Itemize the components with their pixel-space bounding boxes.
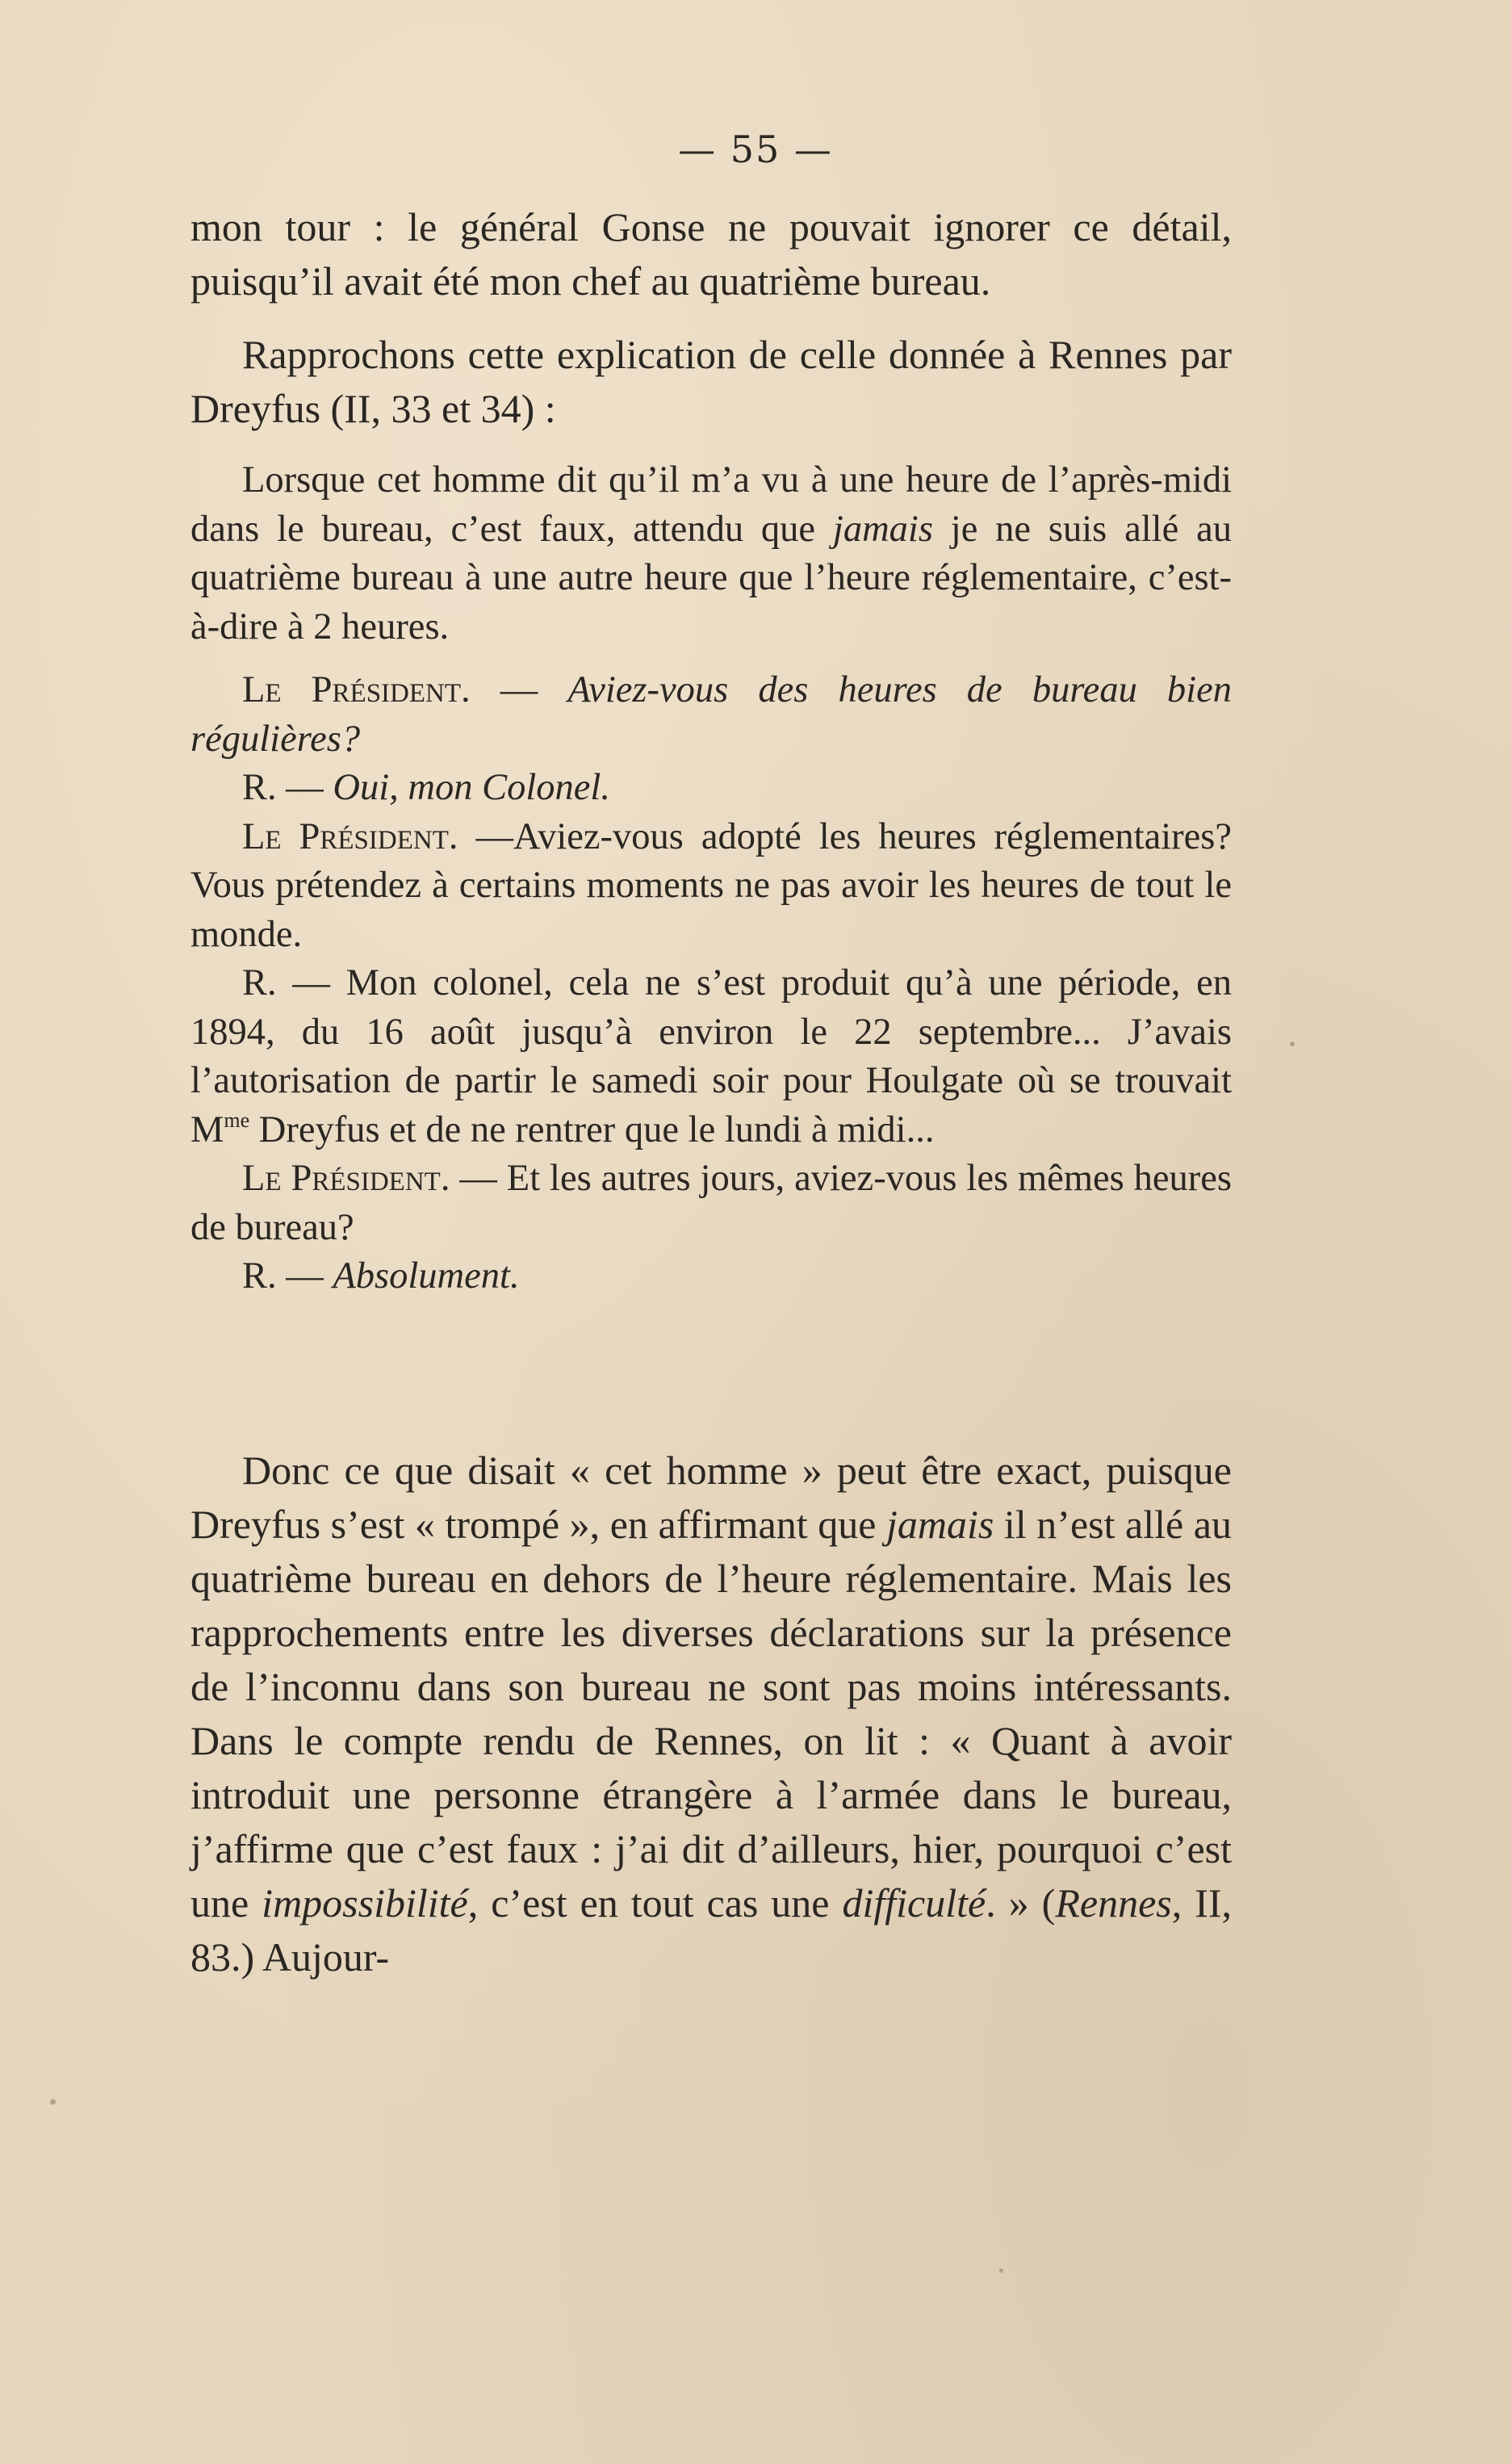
quoted-testimony (190, 456, 1232, 1301)
paper-speck (999, 2269, 1003, 2273)
paragraph-donc (190, 1444, 1232, 1984)
quote-president-question-3 (190, 1154, 1232, 1252)
paper-speck (1290, 1041, 1295, 1046)
question-text: Aviez-vous des heures de bureau bien régulières? (190, 669, 1232, 760)
speaker-label: Le Président. (242, 1158, 450, 1199)
emphasis: Rennes (1055, 1880, 1172, 1926)
speaker-label: R. (242, 962, 277, 1004)
answer-text: Oui, mon Colonel. (333, 767, 610, 808)
dash: — (276, 1255, 333, 1297)
paragraph-rapprochons (190, 328, 1232, 436)
dash: — (470, 669, 568, 710)
paragraph-text: mon tour : le général Gonse ne pouvait ignorer ce détail, puisqu’il avait été mon chef au quatrième bureau. (190, 204, 1232, 304)
answer-text: Dreyfus et de ne rentrer que le lundi à midi... (249, 1108, 935, 1150)
quote-emphasis: jamais (832, 508, 933, 550)
speaker-label: Le Président. (242, 669, 471, 710)
answer-text: — Mon colonel, cela ne s’est produit qu’à une période, en 1894, du 16 août jusqu’à environ le 22 septembre... J’avais l’autorisation de partir le samedi soir pour Houlgate où se trouvait M (190, 962, 1232, 1150)
paper-speck (50, 2099, 56, 2105)
quote-dreyfus-statement (190, 456, 1232, 652)
quote-president-question-1 (190, 666, 1232, 764)
text-run: . » ( (986, 1880, 1056, 1926)
answer-text: Absolument. (333, 1255, 520, 1297)
quote-text: Lorsque cet homme dit qu’il m’a vu à une heure de l’après-midi dans le bureau, c’est faux, attendu que (190, 459, 1232, 550)
text-run: , II, 83.) Aujour- (190, 1880, 1232, 1980)
paragraph-text: Rapprochons cette explication de celle donnée à Rennes par Dreyfus (II, 33 et 34) : (190, 332, 1232, 431)
paragraph-text (190, 1444, 1232, 1984)
speaker-label: R. (242, 767, 277, 808)
quote-response-2 (190, 959, 1232, 1154)
quote-president-question-2 (190, 813, 1232, 960)
dash: — (276, 767, 333, 808)
emphasis: impossibilité (262, 1880, 468, 1926)
emphasis: jamais (885, 1502, 994, 1547)
quote-response-1 (190, 764, 1232, 813)
quote-text: je ne suis allé au quatrième bureau à une autre heure que l’heure réglementaire, c’est-à-dire à 2 heures. (190, 508, 1232, 647)
superscript: me (224, 1108, 250, 1132)
question-text: —Aviez-vous adopté les heures réglementaires?Vous prétendez à certains moments ne pas avoir les heures de tout le monde. (190, 815, 1232, 955)
speaker-label: R. (242, 1255, 277, 1297)
page-number: — 55 — (678, 128, 833, 171)
text-run: il n’est allé au quatrième bureau en dehors de l’heure réglementaire. Mais les rapprochements entre les diverses déclarations sur la présence de l’inconnu dans son bureau ne sont pas moins intéressants. Dans le compte rendu de Rennes, on lit : « Quant à avoir introduit une personne étrangère à l’armée dans le bureau, j’affirme que c’est faux : j’ai dit d’ailleurs, hier, pourquoi c’est une (190, 1502, 1233, 1926)
question-text: — Et les autres jours, aviez-vous les mêmes heures de bureau? (190, 1158, 1232, 1248)
paragraph-continuation (190, 200, 1232, 308)
text-run: Donc ce que disait « cet homme » peut être exact, puisque Dreyfus s’est « trompé », en affirmant que (190, 1448, 1232, 1547)
text-run: , c’est en tout cas une (467, 1880, 843, 1926)
emphasis: difficulté (842, 1880, 986, 1926)
speaker-label: Le Président. (242, 815, 458, 857)
quote-response-3 (190, 1252, 1232, 1301)
